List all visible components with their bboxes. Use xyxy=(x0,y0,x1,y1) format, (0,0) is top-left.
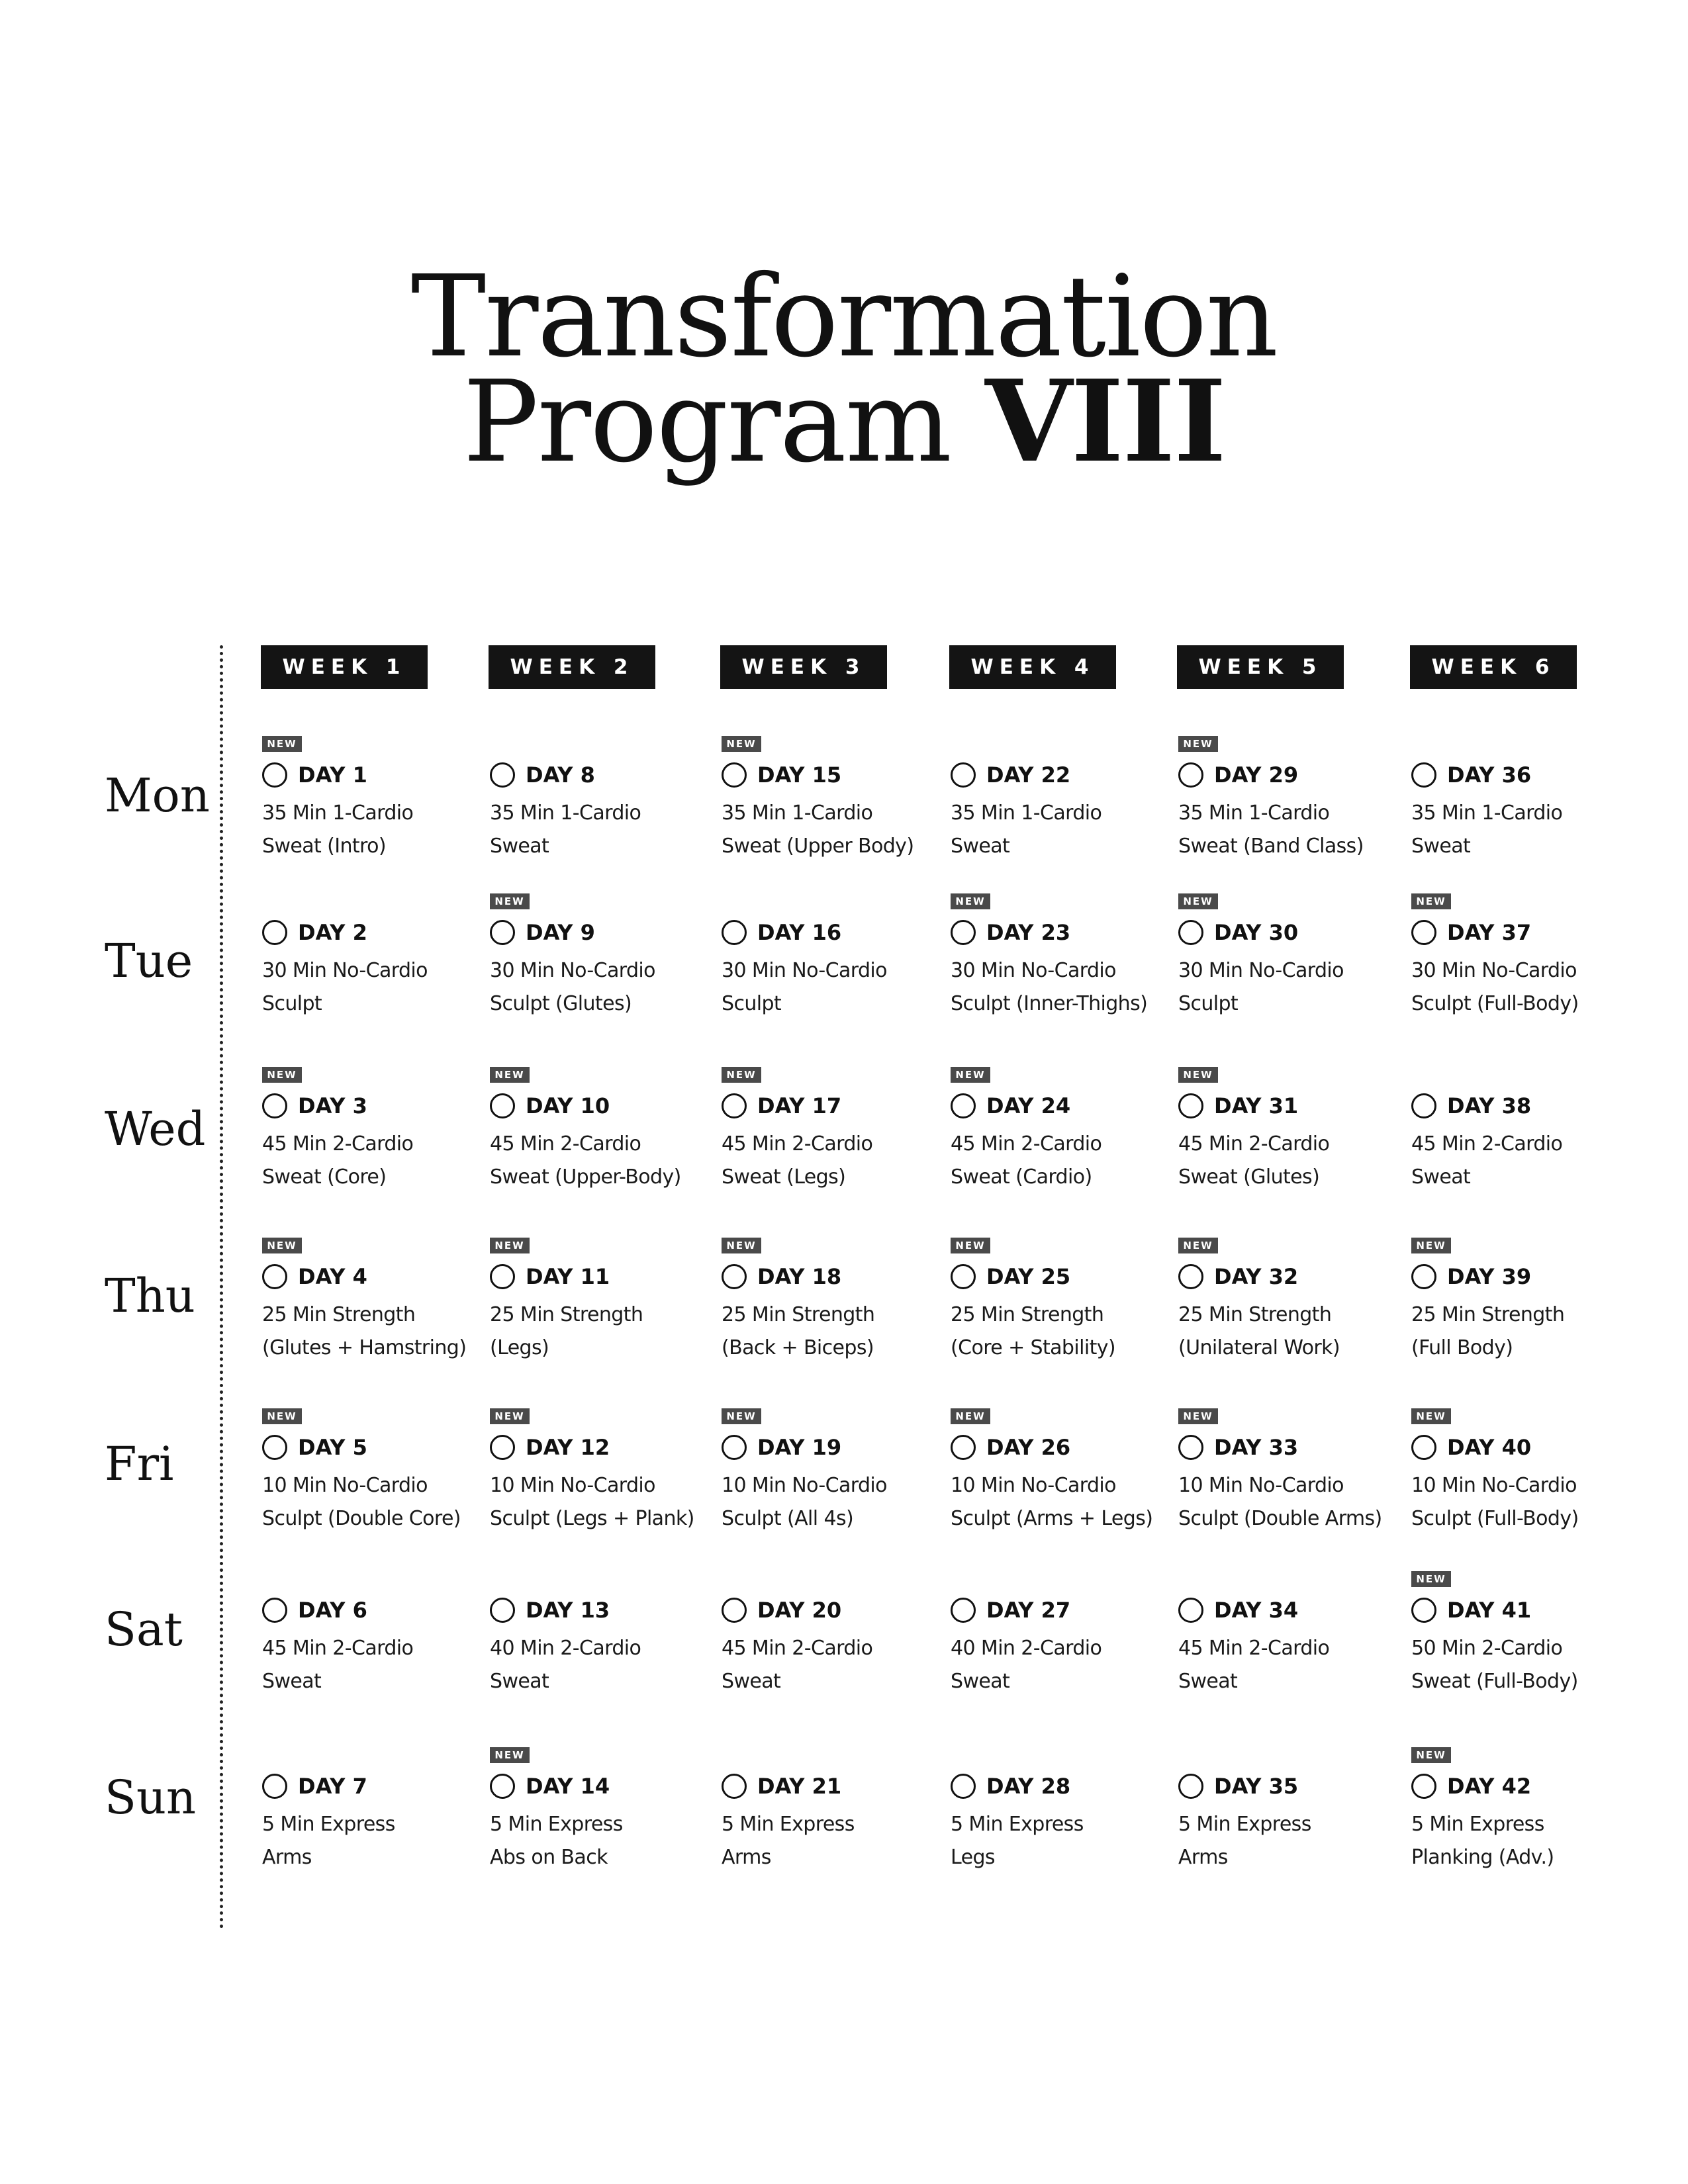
new-badge: NEW xyxy=(722,1238,761,1253)
day-number: DAY 38 xyxy=(1447,1093,1532,1118)
week-header-2: WEEK 2 xyxy=(489,645,655,689)
workout-line-1: 5 Min Express xyxy=(1178,1813,1311,1836)
checkbox-circle-icon[interactable] xyxy=(1178,1264,1203,1289)
new-badge: NEW xyxy=(722,1067,761,1083)
day-number: DAY 23 xyxy=(986,920,1071,945)
workout-line-2: Legs xyxy=(951,1846,995,1869)
new-badge: NEW xyxy=(1178,1238,1218,1253)
workout-header xyxy=(1178,1264,1298,1289)
checkbox-circle-icon[interactable] xyxy=(262,1435,287,1460)
checkbox-circle-icon[interactable] xyxy=(951,920,976,945)
workout-header xyxy=(262,762,367,788)
workout-description xyxy=(951,1469,1162,1535)
workout-description xyxy=(1178,1632,1390,1698)
workout-line-2: Sculpt (Arms + Legs) xyxy=(951,1507,1153,1530)
workout-line-1: 45 Min 2-Cardio xyxy=(1178,1637,1330,1660)
new-badge: NEW xyxy=(1411,1571,1451,1587)
workout-header xyxy=(1178,1093,1298,1118)
workout-line-1: 45 Min 2-Cardio xyxy=(1411,1132,1563,1156)
workout-description xyxy=(262,1632,474,1698)
workout-description xyxy=(951,1632,1162,1698)
day-number: DAY 6 xyxy=(298,1598,367,1623)
checkbox-circle-icon[interactable] xyxy=(262,762,287,788)
workout-line-2: (Unilateral Work) xyxy=(1178,1336,1340,1359)
checkbox-circle-icon[interactable] xyxy=(262,920,287,945)
new-badge: NEW xyxy=(490,1238,530,1253)
checkbox-circle-icon[interactable] xyxy=(1411,1774,1436,1799)
workout-description xyxy=(490,1128,702,1194)
new-badge: NEW xyxy=(1178,893,1218,909)
checkbox-circle-icon[interactable] xyxy=(951,1435,976,1460)
workout-line-1: 10 Min No-Cardio xyxy=(262,1474,428,1497)
checkbox-circle-icon[interactable] xyxy=(490,1093,515,1118)
day-number: DAY 10 xyxy=(526,1093,610,1118)
workout-header xyxy=(722,1598,841,1623)
workout-description xyxy=(262,1298,474,1365)
workout-description xyxy=(1178,954,1390,1021)
workout-line-1: 25 Min Strength xyxy=(951,1303,1104,1326)
new-badge: NEW xyxy=(1411,1408,1451,1424)
workout-description xyxy=(1411,954,1623,1021)
checkbox-circle-icon[interactable] xyxy=(1411,1598,1436,1623)
workout-description xyxy=(490,954,702,1021)
workout-header xyxy=(722,1093,841,1118)
new-badge: NEW xyxy=(951,1067,990,1083)
new-badge: NEW xyxy=(951,893,990,909)
workout-description xyxy=(262,1128,474,1194)
checkbox-circle-icon[interactable] xyxy=(262,1598,287,1623)
workout-line-2: (Core + Stability) xyxy=(951,1336,1116,1359)
checkbox-circle-icon[interactable] xyxy=(1411,1093,1436,1118)
workout-header xyxy=(1411,1598,1531,1623)
workout-header xyxy=(1178,762,1298,788)
workout-description xyxy=(490,1808,702,1874)
workout-header xyxy=(1411,920,1531,945)
workout-line-1: 5 Min Express xyxy=(262,1813,395,1836)
checkbox-circle-icon[interactable] xyxy=(722,1435,747,1460)
day-label-sat: Sat xyxy=(105,1602,183,1657)
workout-line-1: 45 Min 2-Cardio xyxy=(722,1132,873,1156)
checkbox-circle-icon[interactable] xyxy=(490,1264,515,1289)
workout-line-2: Sculpt xyxy=(262,992,322,1015)
workout-line-2: Arms xyxy=(722,1846,771,1869)
new-badge: NEW xyxy=(1411,1238,1451,1253)
workout-line-1: 5 Min Express xyxy=(722,1813,855,1836)
dotted-divider xyxy=(220,645,223,1929)
day-number: DAY 42 xyxy=(1447,1774,1532,1799)
day-number: DAY 39 xyxy=(1447,1264,1532,1289)
workout-line-2: Sweat (Upper Body) xyxy=(722,835,914,858)
workout-description xyxy=(951,1808,1162,1874)
workout-description xyxy=(951,1298,1162,1365)
workout-description xyxy=(262,954,474,1021)
day-number: DAY 19 xyxy=(757,1435,842,1460)
workout-header xyxy=(951,1093,1070,1118)
workout-description xyxy=(1411,1469,1623,1535)
day-number: DAY 31 xyxy=(1214,1093,1299,1118)
workout-description xyxy=(1411,1298,1623,1365)
workout-description xyxy=(722,1469,933,1535)
workout-description xyxy=(722,1632,933,1698)
workout-description xyxy=(490,1632,702,1698)
day-number: DAY 35 xyxy=(1214,1774,1299,1799)
workout-line-2: Sculpt (Inner-Thighs) xyxy=(951,992,1148,1015)
workout-line-2: Sweat (Upper-Body) xyxy=(490,1165,681,1189)
workout-header xyxy=(951,762,1070,788)
day-number: DAY 37 xyxy=(1447,920,1532,945)
day-number: DAY 25 xyxy=(986,1264,1071,1289)
workout-line-2: Sculpt xyxy=(722,992,782,1015)
checkbox-circle-icon[interactable] xyxy=(722,1093,747,1118)
workout-line-2: Sweat xyxy=(951,835,1010,858)
new-badge: NEW xyxy=(490,1408,530,1424)
checkbox-circle-icon[interactable] xyxy=(490,762,515,788)
new-badge: NEW xyxy=(1178,736,1218,752)
checkbox-circle-icon[interactable] xyxy=(1411,762,1436,788)
workout-description xyxy=(951,1128,1162,1194)
workout-line-2: Sweat (Cardio) xyxy=(951,1165,1092,1189)
title-line-2 xyxy=(0,355,1688,488)
day-number: DAY 5 xyxy=(298,1435,367,1460)
workout-line-2: (Glutes + Hamstring) xyxy=(262,1336,467,1359)
day-number: DAY 16 xyxy=(757,920,842,945)
program-title xyxy=(0,251,1688,488)
workout-header xyxy=(490,920,595,945)
workout-header xyxy=(490,1598,610,1623)
workout-line-2: Sweat (Core) xyxy=(262,1165,387,1189)
new-badge: NEW xyxy=(951,1238,990,1253)
workout-description xyxy=(722,797,933,863)
workout-header xyxy=(1178,1598,1298,1623)
workout-description xyxy=(1411,1808,1623,1874)
day-number: DAY 8 xyxy=(526,762,595,788)
day-number: DAY 13 xyxy=(526,1598,610,1623)
workout-description xyxy=(1411,1632,1623,1698)
title-line-1: Transformation xyxy=(410,251,1278,383)
workout-header xyxy=(262,1093,367,1118)
workout-line-2: Sculpt (Double Arms) xyxy=(1178,1507,1382,1530)
workout-header xyxy=(1411,1435,1531,1460)
week-header-5: WEEK 5 xyxy=(1177,645,1344,689)
title-roman-numeral: VIII xyxy=(985,355,1225,488)
workout-line-1: 10 Min No-Cardio xyxy=(722,1474,887,1497)
day-number: DAY 15 xyxy=(757,762,842,788)
new-badge: NEW xyxy=(262,1238,302,1253)
workout-line-1: 5 Min Express xyxy=(951,1813,1084,1836)
workout-header xyxy=(1411,762,1531,788)
workout-line-1: 35 Min 1-Cardio xyxy=(722,801,873,825)
workout-line-2: Sweat (Full-Body) xyxy=(1411,1670,1578,1693)
workout-header xyxy=(1411,1093,1531,1118)
workout-line-2: Sweat xyxy=(951,1670,1010,1693)
checkbox-circle-icon[interactable] xyxy=(1411,920,1436,945)
day-number: DAY 40 xyxy=(1447,1435,1532,1460)
workout-description xyxy=(490,797,702,863)
new-badge: NEW xyxy=(490,1747,530,1763)
checkbox-circle-icon[interactable] xyxy=(1178,1093,1203,1118)
day-number: DAY 29 xyxy=(1214,762,1299,788)
workout-line-2: Sculpt (Full-Body) xyxy=(1411,1507,1579,1530)
new-badge: NEW xyxy=(1411,893,1451,909)
workout-line-2: Sweat xyxy=(722,1670,781,1693)
workout-line-1: 35 Min 1-Cardio xyxy=(490,801,641,825)
title-program-word: Program xyxy=(463,357,951,488)
new-badge: NEW xyxy=(490,893,530,909)
workout-header xyxy=(262,1598,367,1623)
week-header-4: WEEK 4 xyxy=(949,645,1116,689)
checkbox-circle-icon[interactable] xyxy=(1178,1774,1203,1799)
day-number: DAY 34 xyxy=(1214,1598,1299,1623)
workout-header xyxy=(490,1264,610,1289)
workout-description xyxy=(951,797,1162,863)
workout-header xyxy=(1411,1774,1531,1799)
checkbox-circle-icon[interactable] xyxy=(951,1598,976,1623)
workout-header xyxy=(1178,1435,1298,1460)
day-number: DAY 26 xyxy=(986,1435,1071,1460)
day-number: DAY 36 xyxy=(1447,762,1532,788)
workout-header xyxy=(722,1435,841,1460)
workout-line-1: 5 Min Express xyxy=(490,1813,623,1836)
workout-description xyxy=(1178,1808,1390,1874)
checkbox-circle-icon[interactable] xyxy=(1411,1435,1436,1460)
workout-line-1: 10 Min No-Cardio xyxy=(951,1474,1116,1497)
checkbox-circle-icon[interactable] xyxy=(262,1264,287,1289)
checkbox-circle-icon[interactable] xyxy=(722,1774,747,1799)
checkbox-circle-icon[interactable] xyxy=(722,1598,747,1623)
checkbox-circle-icon[interactable] xyxy=(951,762,976,788)
workout-line-2: Arms xyxy=(262,1846,312,1869)
workout-line-1: 45 Min 2-Cardio xyxy=(490,1132,641,1156)
new-badge: NEW xyxy=(1178,1408,1218,1424)
checkbox-circle-icon[interactable] xyxy=(722,920,747,945)
new-badge: NEW xyxy=(1411,1747,1451,1763)
workout-line-1: 35 Min 1-Cardio xyxy=(262,801,414,825)
new-badge: NEW xyxy=(490,1067,530,1083)
day-number: DAY 21 xyxy=(757,1774,842,1799)
workout-line-1: 30 Min No-Cardio xyxy=(722,959,887,982)
workout-description xyxy=(722,954,933,1021)
workout-description xyxy=(490,1298,702,1365)
workout-line-1: 25 Min Strength xyxy=(722,1303,875,1326)
workout-line-2: Abs on Back xyxy=(490,1846,608,1869)
workout-description xyxy=(490,1469,702,1535)
workout-line-2: Sweat xyxy=(1178,1670,1238,1693)
day-label-tue: Tue xyxy=(105,934,193,988)
workout-header xyxy=(722,1264,841,1289)
day-number: DAY 28 xyxy=(986,1774,1071,1799)
day-number: DAY 41 xyxy=(1447,1598,1532,1623)
workout-header xyxy=(262,920,367,945)
workout-line-1: 30 Min No-Cardio xyxy=(1411,959,1577,982)
day-number: DAY 9 xyxy=(526,920,595,945)
workout-line-2: (Legs) xyxy=(490,1336,549,1359)
workout-line-1: 25 Min Strength xyxy=(490,1303,643,1326)
workout-description xyxy=(262,1808,474,1874)
checkbox-circle-icon[interactable] xyxy=(262,1774,287,1799)
workout-line-1: 30 Min No-Cardio xyxy=(1178,959,1344,982)
day-number: DAY 7 xyxy=(298,1774,367,1799)
checkbox-circle-icon[interactable] xyxy=(722,762,747,788)
checkbox-circle-icon[interactable] xyxy=(951,1264,976,1289)
workout-line-1: 50 Min 2-Cardio xyxy=(1411,1637,1563,1660)
checkbox-circle-icon[interactable] xyxy=(1178,920,1203,945)
workout-line-1: 45 Min 2-Cardio xyxy=(262,1637,414,1660)
day-number: DAY 32 xyxy=(1214,1264,1299,1289)
workout-line-2: Sweat (Band Class) xyxy=(1178,835,1364,858)
workout-description xyxy=(262,797,474,863)
workout-line-1: 5 Min Express xyxy=(1411,1813,1544,1836)
workout-header xyxy=(1178,1774,1298,1799)
day-label-thu: Thu xyxy=(105,1269,195,1323)
workout-header xyxy=(490,1774,610,1799)
day-number: DAY 24 xyxy=(986,1093,1071,1118)
workout-header xyxy=(951,1435,1070,1460)
workout-line-1: 35 Min 1-Cardio xyxy=(1178,801,1330,825)
workout-line-1: 45 Min 2-Cardio xyxy=(262,1132,414,1156)
checkbox-circle-icon[interactable] xyxy=(1178,762,1203,788)
day-number: DAY 14 xyxy=(526,1774,610,1799)
workout-line-2: Sweat (Intro) xyxy=(262,835,386,858)
workout-header xyxy=(490,1435,610,1460)
workout-description xyxy=(1178,1128,1390,1194)
day-number: DAY 11 xyxy=(526,1264,610,1289)
new-badge: NEW xyxy=(262,1067,302,1083)
workout-line-2: Sculpt (All 4s) xyxy=(722,1507,854,1530)
workout-header xyxy=(1411,1264,1531,1289)
workout-header xyxy=(490,762,595,788)
workout-line-2: Sweat (Legs) xyxy=(722,1165,846,1189)
week-header-6: WEEK 6 xyxy=(1410,645,1577,689)
workout-line-2: Sweat xyxy=(262,1670,322,1693)
workout-line-1: 45 Min 2-Cardio xyxy=(951,1132,1102,1156)
workout-header xyxy=(722,920,841,945)
checkbox-circle-icon[interactable] xyxy=(951,1093,976,1118)
day-label-fri: Fri xyxy=(105,1437,174,1491)
day-number: DAY 27 xyxy=(986,1598,1071,1623)
workout-header xyxy=(722,762,841,788)
workout-line-1: 35 Min 1-Cardio xyxy=(1411,801,1563,825)
workout-line-2: Sculpt (Glutes) xyxy=(490,992,632,1015)
workout-line-1: 10 Min No-Cardio xyxy=(1411,1474,1577,1497)
checkbox-circle-icon[interactable] xyxy=(951,1774,976,1799)
checkbox-circle-icon[interactable] xyxy=(490,1435,515,1460)
workout-line-1: 40 Min 2-Cardio xyxy=(490,1637,641,1660)
checkbox-circle-icon[interactable] xyxy=(490,1598,515,1623)
workout-line-1: 25 Min Strength xyxy=(262,1303,416,1326)
workout-line-1: 10 Min No-Cardio xyxy=(1178,1474,1344,1497)
checkbox-circle-icon[interactable] xyxy=(262,1093,287,1118)
workout-header xyxy=(951,920,1070,945)
day-number: DAY 2 xyxy=(298,920,367,945)
workout-line-1: 40 Min 2-Cardio xyxy=(951,1637,1102,1660)
workout-line-2: Sculpt (Legs + Plank) xyxy=(490,1507,694,1530)
workout-header xyxy=(951,1774,1070,1799)
checkbox-circle-icon[interactable] xyxy=(1178,1598,1203,1623)
workout-description xyxy=(1411,1128,1623,1194)
workout-line-1: 30 Min No-Cardio xyxy=(951,959,1116,982)
workout-description xyxy=(722,1128,933,1194)
day-number: DAY 4 xyxy=(298,1264,367,1289)
day-number: DAY 12 xyxy=(526,1435,610,1460)
workout-description xyxy=(1178,1298,1390,1365)
workout-line-1: 35 Min 1-Cardio xyxy=(951,801,1102,825)
new-badge: NEW xyxy=(951,1408,990,1424)
day-number: DAY 1 xyxy=(298,762,367,788)
day-number: DAY 18 xyxy=(757,1264,842,1289)
new-badge: NEW xyxy=(262,1408,302,1424)
day-number: DAY 22 xyxy=(986,762,1071,788)
new-badge: NEW xyxy=(1178,1067,1218,1083)
workout-description xyxy=(1411,797,1623,863)
day-label-wed: Wed xyxy=(105,1102,206,1156)
workout-header xyxy=(951,1264,1070,1289)
day-label-sun: Sun xyxy=(105,1770,197,1825)
day-number: DAY 20 xyxy=(757,1598,842,1623)
workout-line-2: Sculpt xyxy=(1178,992,1239,1015)
workout-line-2: (Full Body) xyxy=(1411,1336,1513,1359)
workout-description xyxy=(951,954,1162,1021)
day-label-mon: Mon xyxy=(105,768,210,823)
workout-line-2: Sculpt (Full-Body) xyxy=(1411,992,1579,1015)
workout-line-1: 30 Min No-Cardio xyxy=(262,959,428,982)
workout-header xyxy=(262,1264,367,1289)
workout-line-2: Arms xyxy=(1178,1846,1228,1869)
workout-header xyxy=(951,1598,1070,1623)
workout-header xyxy=(262,1774,367,1799)
workout-line-2: Sweat xyxy=(1411,1165,1471,1189)
workout-header xyxy=(1178,920,1298,945)
workout-line-1: 10 Min No-Cardio xyxy=(490,1474,655,1497)
workout-line-1: 45 Min 2-Cardio xyxy=(1178,1132,1330,1156)
workout-line-2: (Back + Biceps) xyxy=(722,1336,874,1359)
workout-line-2: Sweat xyxy=(490,1670,549,1693)
day-number: DAY 17 xyxy=(757,1093,842,1118)
workout-description xyxy=(1178,1469,1390,1535)
workout-line-2: Sweat xyxy=(490,835,549,858)
day-number: DAY 33 xyxy=(1214,1435,1299,1460)
workout-header xyxy=(262,1435,367,1460)
checkbox-circle-icon[interactable] xyxy=(1178,1435,1203,1460)
workout-line-1: 25 Min Strength xyxy=(1178,1303,1332,1326)
day-number: DAY 30 xyxy=(1214,920,1299,945)
week-header-1: WEEK 1 xyxy=(261,645,428,689)
workout-line-1: 25 Min Strength xyxy=(1411,1303,1565,1326)
workout-line-2: Sweat (Glutes) xyxy=(1178,1165,1320,1189)
day-number: DAY 3 xyxy=(298,1093,367,1118)
workout-line-2: Sculpt (Double Core) xyxy=(262,1507,461,1530)
checkbox-circle-icon[interactable] xyxy=(722,1264,747,1289)
new-badge: NEW xyxy=(722,1408,761,1424)
workout-line-1: 30 Min No-Cardio xyxy=(490,959,655,982)
workout-description xyxy=(722,1808,933,1874)
new-badge: NEW xyxy=(262,736,302,752)
week-header-3: WEEK 3 xyxy=(720,645,887,689)
checkbox-circle-icon[interactable] xyxy=(1411,1264,1436,1289)
workout-description xyxy=(262,1469,474,1535)
workout-description xyxy=(1178,797,1390,863)
workout-line-1: 45 Min 2-Cardio xyxy=(722,1637,873,1660)
checkbox-circle-icon[interactable] xyxy=(490,920,515,945)
workout-line-2: Planking (Adv.) xyxy=(1411,1846,1554,1869)
workout-description xyxy=(722,1298,933,1365)
workout-line-2: Sweat xyxy=(1411,835,1471,858)
workout-header xyxy=(490,1093,610,1118)
checkbox-circle-icon[interactable] xyxy=(490,1774,515,1799)
workout-header xyxy=(722,1774,841,1799)
new-badge: NEW xyxy=(722,736,761,752)
